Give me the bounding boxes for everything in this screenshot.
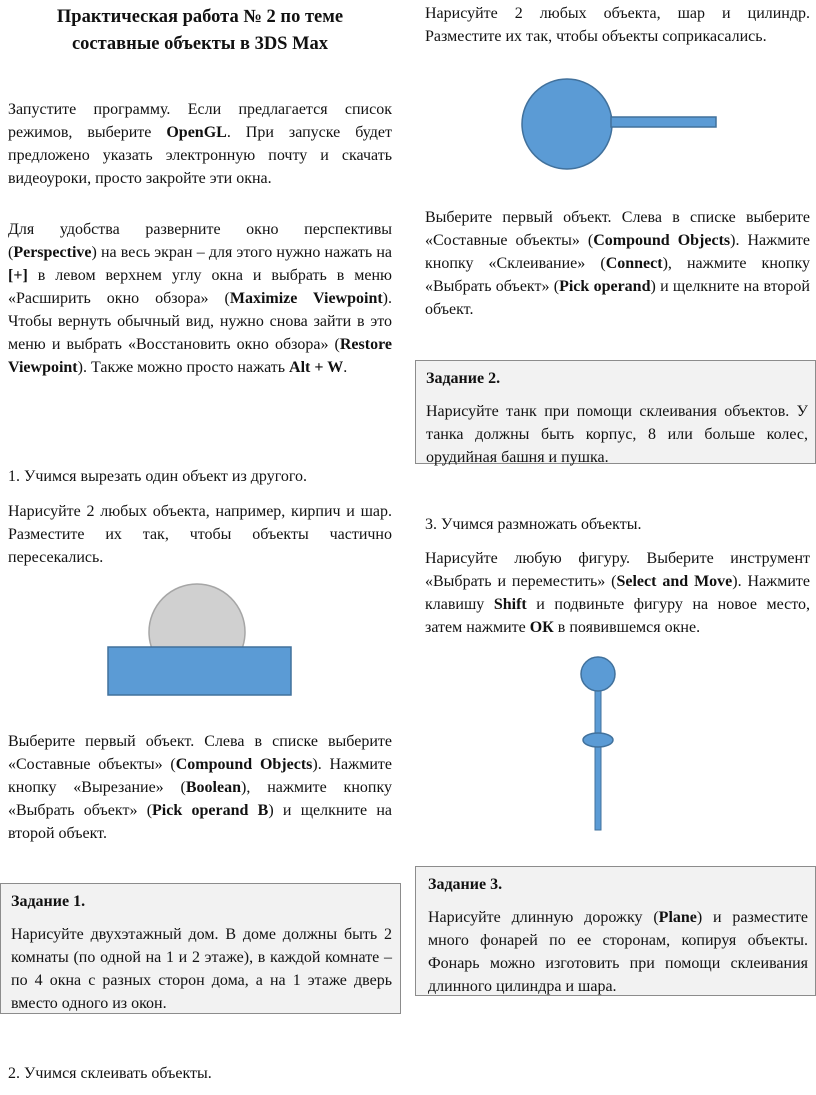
section-1-paragraph: Нарисуйте 2 любых объекта, например, кирпич и шар. Разместите их так, чтобы объекты частично пересекались.: [8, 503, 392, 566]
lamp-illustration: [425, 0, 810, 840]
task-2-title: Задание 2.: [426, 370, 501, 387]
boolean-instructions: Выберите первый объект. Слева в списке выберите «Составные объекты» (Compound Objects). Нажмите кнопку «Вырезание» (Boolean), нажмите кнопку «Выбрать объект» (Pick operand B) и щелкните на второй объект.: [8, 733, 392, 842]
brick-shape: [108, 647, 291, 695]
task-1-text: Нарисуйте двухэтажный дом. В доме должны быть 2 комнаты (по одной на 1 и 2 этаже), в каждой комнате – по 4 окна с разных сторон дома, а на 1 этаже дверь вместо одного из окон.: [11, 926, 392, 1012]
task-3-text: Нарисуйте длинную дорожку (Plane) и разместите много фонарей по ее сторонам, копируя объекты. Фонарь можно изготовить при помощи склеивания длинного цилиндра и шара.: [428, 909, 808, 995]
task-3-title: Задание 3.: [428, 876, 503, 893]
connect-intro-paragraph: Нарисуйте 2 любых объекта, шар и цилиндр. Разместите их так, чтобы объекты соприкасались.: [425, 5, 810, 45]
task-1-box: [0, 883, 401, 1014]
boolean-illustration: [8, 0, 392, 720]
perspective-paragraph: Для удобства разверните окно перспективы (Perspective) на весь экран – для этого нужно нажать на [+] в левом верхнем углу окна и выбрать в меню «Расширить окно обзора» (Maximize Viewpoint). Чтобы вернуть обычный вид, нужно снова зайти в это меню и выбрать «Восстановить окно обзора» (Restore Viewpoint). Также можно просто нажать Alt + W.: [8, 221, 392, 376]
section-2-heading: 2. Учимся склеивать объекты.: [8, 1065, 212, 1082]
task-2-text: Нарисуйте танк при помощи склеивания объектов. У танка должны быть корпус, 8 или больше колес, орудийная башня и пушка.: [426, 403, 808, 466]
task-3-box: [415, 866, 816, 996]
connect-instructions: Выберите первый объект. Слева в списке выберите «Составные объекты» (Compound Objects). Нажмите кнопку «Склеивание» (Connect), нажмите кнопку «Выбрать объект» (Pick operand) и щелкните на второй объект.: [425, 209, 810, 318]
section-3-heading: 3. Учимся размножать объекты.: [425, 516, 642, 533]
intro-paragraph: Запустите программу. Если предлагается список режимов, выберите OpenGL. При запуске будет предложено указать электронную почту и скачать видеоуроки, просто закройте эти окна.: [8, 101, 392, 187]
lamp-sphere: [581, 657, 615, 691]
lamp-pole: [595, 688, 601, 830]
copy-instructions: Нарисуйте любую фигуру. Выберите инструмент «Выбрать и переместить» (Select and Move). Нажмите клавишу Shift и подвиньте фигуру на новое место, затем нажмите ОК в появившемся окне.: [425, 550, 811, 636]
section-1-heading: 1. Учимся вырезать один объект из другого.: [8, 468, 308, 485]
page-title: Практическая работа № 2 по теме составные объекты в 3DS Max: [56, 7, 344, 54]
lamp-copy-shape: [583, 733, 613, 747]
task-1-title: Задание 1.: [11, 893, 86, 910]
